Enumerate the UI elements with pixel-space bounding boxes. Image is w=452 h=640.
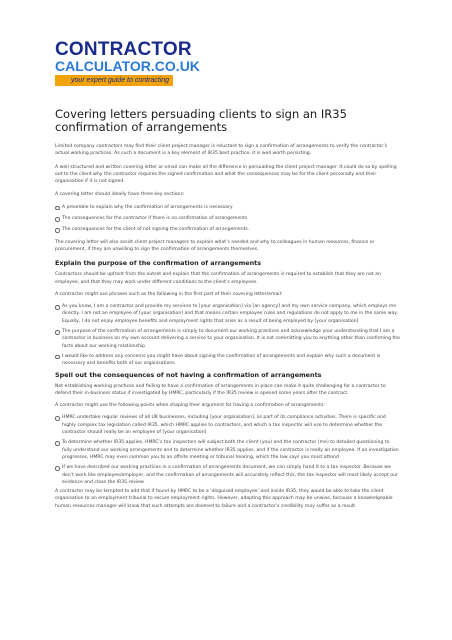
logo-line-1: CONTRACTOR — [55, 39, 192, 60]
list-item: The purpose of the confirmation of arrangements is simply to document our working practices and acknowledge your understanding that I am a contractor in business on my own account delivering a service to your organisation. It is not committing you to anything other than confirming the facts about our working relationship — [55, 328, 400, 350]
bullet-icon — [55, 217, 60, 222]
heading-consequences: Spell out the consequences of not having a confirmation of arrangements — [55, 370, 322, 379]
heading-purpose: Explain the purpose of the confirmation of arrangements — [55, 259, 262, 268]
list-item: The consequences for the contractor if there is no confirmation of arrangements — [55, 215, 400, 222]
bullet-icon — [55, 305, 60, 310]
list-item: The consequences for the client of not signing the confirmation of arrangements. — [55, 226, 400, 233]
bullet-icon — [55, 441, 60, 446]
article-title: Covering letters persuading clients to sign an IR35 confirmation of arrangements — [55, 107, 347, 134]
logo-line-2: CALCULATOR.CO.UK — [55, 58, 200, 74]
bullet-icon — [55, 466, 60, 471]
intro-paragraph-4: The covering letter will also assist client project managers to explain what’s needed and why to colleagues in human resources, finance or procurement, if they are unwilling to sign the confirmation of arrangements themselves. — [55, 239, 375, 252]
intro-paragraph-1: Limited company contractors may find their client project manager is reluctant to sign a confirmation of arrangements to verify the contractor’s actual working practices. As such a document is a key element of IR35 best practice, it is well worth persisting. — [55, 144, 388, 157]
bullet-icon — [55, 206, 60, 211]
list-item: To determine whether IR35 applies, HMRC’s tax inspectors will subject both the client (you) and the contractor (me) to detailed questioning to fully understand our working arrangements and to determine whether IR35 applies, and if the contractor is really an employee. If an investigation progresses, HMRC may even summon you to an offsite meeting or tribunal hearing, which the law says you must attend — [55, 439, 400, 461]
intro-paragraph-2: A well structured and written covering letter or email can make all the difference in persuading the client project manager. It could do so by spelling out to the client why the contractor requires the signed confirmation and what the consequences may be for the client personally and their organisation if it is not signed. — [55, 164, 397, 185]
bullet-icon — [55, 330, 60, 335]
closing-paragraph: A contractor may be tempted to add that if found by HMRC to be a ‘disguised employee’ and inside IR35, they would be able to take the client organisation to an employment tribunal to secure employment rights. However, adopting this approach may be unwise, because a knowledgeable human resources manager will know that such attempts are doomed to failure and a contractor’s credibility may suffer as a result. — [55, 489, 393, 509]
phrases-list — [55, 303, 400, 367]
consequences-paragraph-1: Not establishing working practices and failing to have a confirmation of arrangements in place can make it quite challenging for a contractor to defend their in-business status if investigated by HMRC, particularly if the IR35 review is opened some years after the contract. — [55, 383, 386, 396]
site-logo[interactable] — [55, 39, 200, 94]
list-item: If we have described our working practices in a confirmation of arrangements document, we can simply hand it to a tax inspector. Because we don’t work like employee/employer, and the confirmation of arrangements will accurately reflect this, the tax inspector will most likely accept our evidence and close the IR35 review. — [55, 464, 400, 486]
article — [55, 108, 400, 510]
bullet-icon — [55, 355, 60, 360]
bullet-icon — [55, 228, 60, 233]
purpose-paragraph-1: Contractors should be upfront from the outset and explain that the confirmation of arrangements is required to establish that they are not an employee, and that they may work under different conditions to the client’s employees. — [55, 272, 381, 285]
list-item: As you know, I am a contractor and provide my services to [your organisation] via [an agency] and my own service company, which employs me directly. I am not an employee of [your organisation] and that means certain employee rules and regulations do not apply to me in the same way. Equally, I do not enjoy employee benefits and employment rights that arise as a result of being employed by [your organisation] — [55, 303, 400, 325]
logo-tagline: your expert guide to contracting — [55, 75, 173, 86]
sections-list — [55, 204, 400, 234]
bullet-icon — [55, 416, 60, 421]
intro-paragraph-3: A covering letter should ideally have three key sections: — [55, 192, 185, 198]
consequences-paragraph-2: A contractor might use the following points when shaping their argument for having a confirmation of arrangements: — [55, 403, 325, 409]
list-item: I would like to address any concerns you might have about signing the confirmation of arrangements and explain why such a document is necessary and benefits both of our organisations. — [55, 353, 400, 368]
list-item: A preamble to explain why the confirmation of arrangements is necessary — [55, 204, 400, 211]
list-item: HMRC undertake regular reviews of all UK businesses, including [your organisation], as part of its compliance activities. There is specific and highly complex tax legislation called IR35, which HMRC applies to contractors, and which a tax inspector will use to determine whether the contractor should really be an employee of [your organisation] — [55, 414, 400, 436]
purpose-paragraph-2: A contractor might use phrases such as the following in the first part of their covering letter/email: — [55, 291, 283, 297]
points-list — [55, 414, 400, 486]
